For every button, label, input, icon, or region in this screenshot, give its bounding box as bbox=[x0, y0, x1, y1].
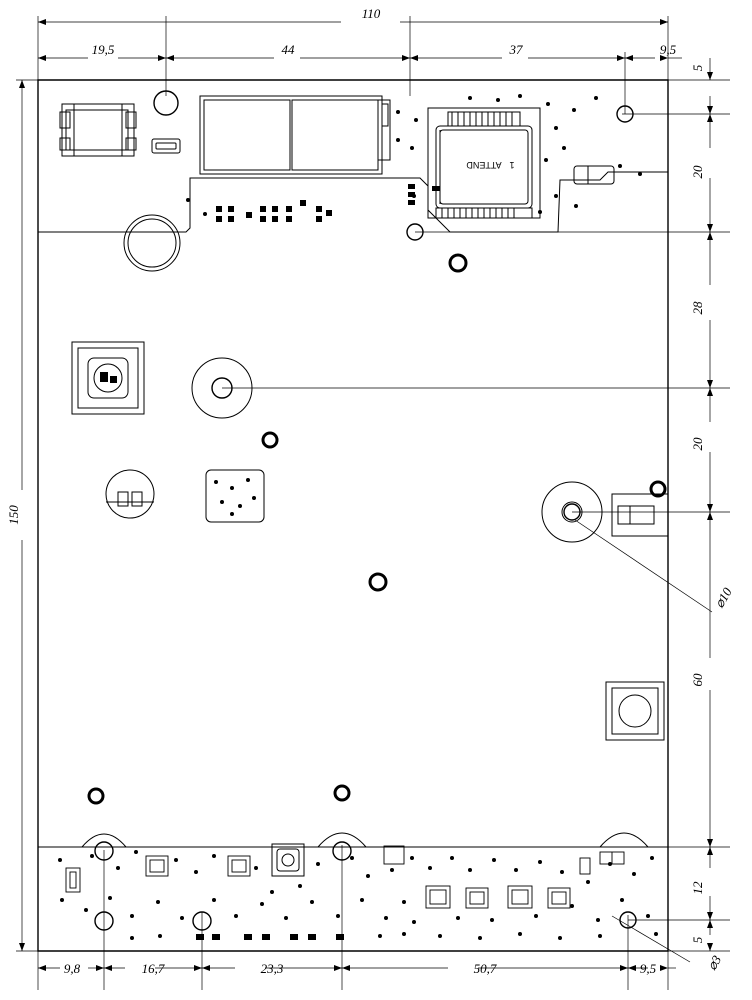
component-tactile-switch bbox=[272, 844, 304, 876]
mounting-holes bbox=[89, 91, 665, 930]
dim-top-2: 44 bbox=[281, 42, 295, 57]
dim-right-6: 12 bbox=[690, 881, 705, 895]
component-antenna-circle bbox=[106, 470, 154, 518]
component-shielded-module-mark bbox=[100, 372, 117, 383]
dim-bottom-5: 9,5 bbox=[639, 961, 657, 976]
smd-resistor-field bbox=[216, 184, 440, 222]
board-inner-regions bbox=[38, 172, 668, 847]
component-shielded-module-bottom-right bbox=[606, 682, 664, 740]
component-relay-right bbox=[612, 494, 668, 536]
bottom-strip-pads bbox=[196, 934, 344, 940]
dim-top-4: 9,5 bbox=[659, 42, 677, 57]
dim-right-4: 20 bbox=[690, 437, 705, 451]
component-small-connector-top-right bbox=[574, 166, 614, 184]
dim-right-2: 20 bbox=[690, 165, 705, 179]
component-ic-square-pads bbox=[214, 478, 256, 516]
sim-card-holder bbox=[428, 108, 540, 218]
dimension-labels bbox=[6, 6, 735, 976]
connector-usb-barrel bbox=[60, 104, 136, 156]
sim-silk-label: ATTEND bbox=[466, 160, 502, 170]
smd-dot-field-bottom bbox=[58, 850, 658, 940]
dim-bottom-2: 16,7 bbox=[141, 961, 165, 976]
dim-bottom-4: 50,7 bbox=[473, 961, 497, 976]
dim-right-5: 60 bbox=[690, 673, 705, 687]
dim-top-3: 37 bbox=[509, 42, 523, 57]
smd-dot-field-top bbox=[186, 94, 642, 216]
board-outline bbox=[38, 80, 668, 951]
dim-bottom-3: 23,3 bbox=[260, 961, 284, 976]
bottom-smd-components bbox=[66, 846, 624, 908]
dim-right-7: 5 bbox=[690, 936, 705, 944]
dim-hole-large: ⌀10 bbox=[711, 584, 735, 611]
dim-left-overall: 150 bbox=[6, 505, 21, 525]
component-round-buzzer bbox=[124, 215, 180, 271]
component-ic-square bbox=[206, 470, 264, 522]
dim-bottom-1: 9,8 bbox=[63, 961, 81, 976]
dim-right-1: 5 bbox=[690, 64, 705, 72]
connector-ethernet-rj45 bbox=[200, 96, 390, 174]
dim-top-overall: 110 bbox=[361, 6, 381, 21]
dim-right-3: 28 bbox=[690, 301, 705, 315]
dim-hole-small: ⌀3 bbox=[704, 952, 725, 973]
connector-micro-usb bbox=[152, 139, 180, 153]
dim-top-1: 19,5 bbox=[91, 42, 115, 57]
sim-silk-pin1: 1 bbox=[509, 160, 515, 170]
